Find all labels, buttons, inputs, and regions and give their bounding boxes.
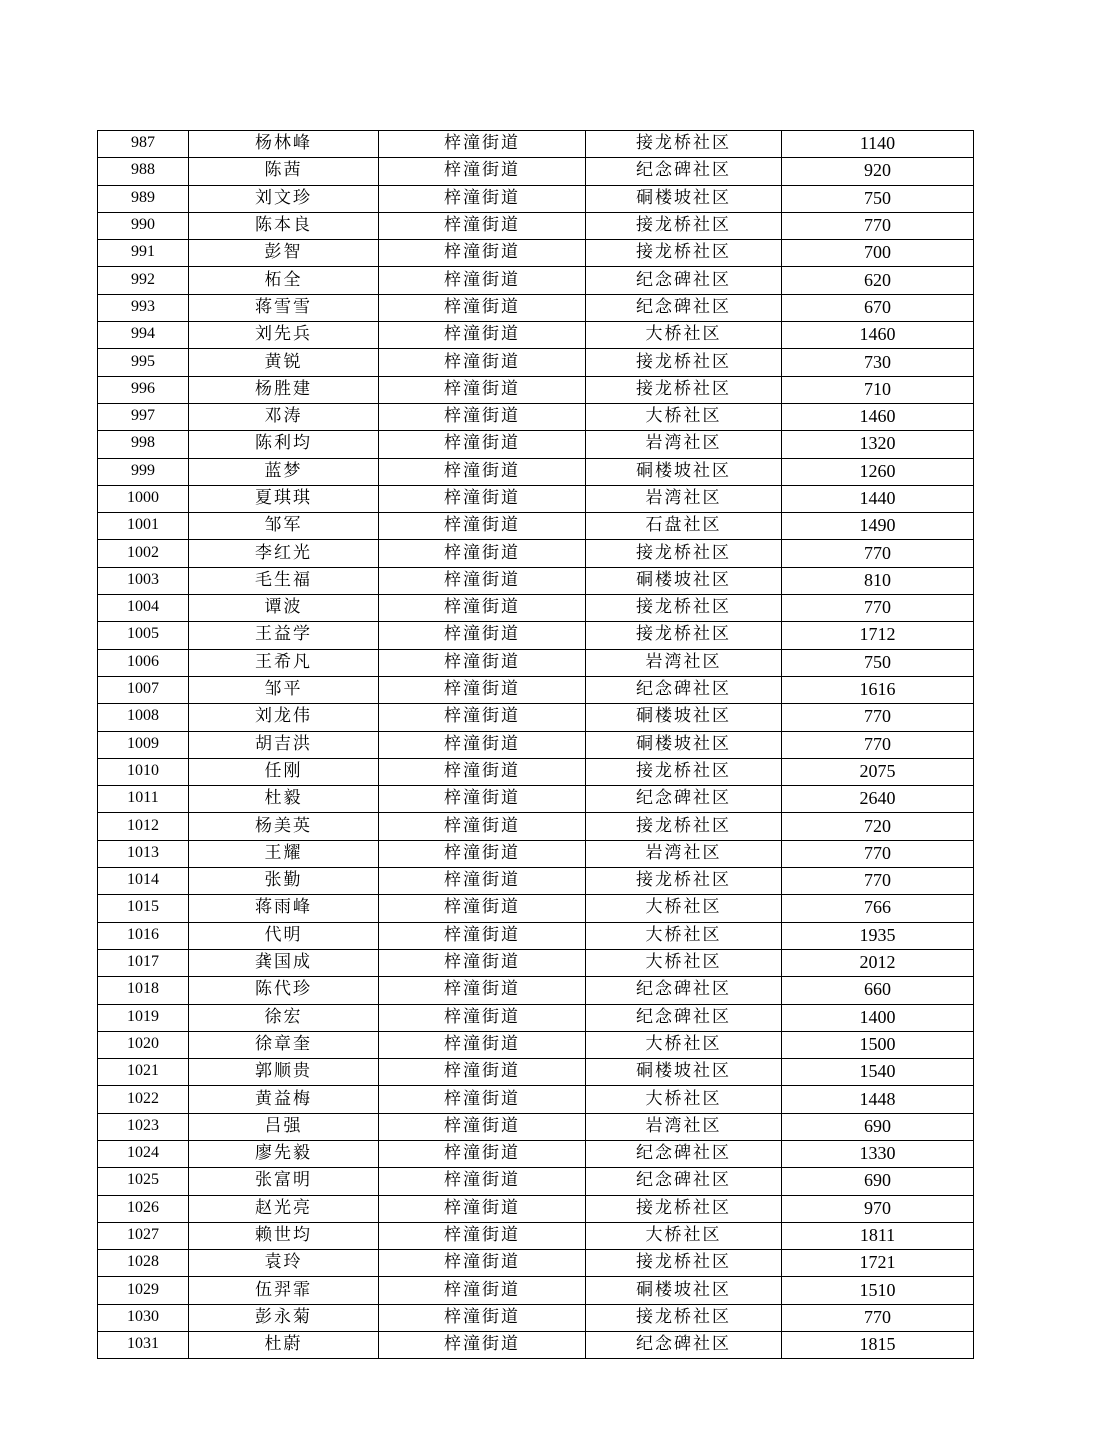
community-cell: 接龙桥社区 [586,813,782,840]
person-name-cell: 龚国成 [189,949,379,976]
community-cell: 纪念碑社区 [586,267,782,294]
person-name-cell: 邹军 [189,513,379,540]
person-name-cell: 任刚 [189,758,379,785]
row-number-cell: 995 [98,349,189,376]
table-row [98,1004,974,1031]
street-cell: 梓潼街道 [379,458,586,485]
amount-cell: 770 [782,731,974,758]
community-cell: 纪念碑社区 [586,1140,782,1167]
row-number-cell: 1022 [98,1086,189,1113]
row-number-cell: 988 [98,158,189,185]
street-cell: 梓潼街道 [379,868,586,895]
amount-cell: 1440 [782,485,974,512]
street-cell: 梓潼街道 [379,294,586,321]
amount-cell: 770 [782,868,974,895]
table-row [98,240,974,267]
street-cell: 梓潼街道 [379,131,586,158]
table-row [98,485,974,512]
amount-cell: 670 [782,294,974,321]
row-number-cell: 1003 [98,567,189,594]
amount-cell: 770 [782,1304,974,1331]
amount-cell: 2640 [782,786,974,813]
street-cell: 梓潼街道 [379,622,586,649]
table-row [98,868,974,895]
table-row [98,622,974,649]
table-row [98,895,974,922]
table-row [98,840,974,867]
amount-cell: 1320 [782,431,974,458]
person-name-cell: 蒋雪雪 [189,294,379,321]
community-cell: 接龙桥社区 [586,1250,782,1277]
community-cell: 硐楼坡社区 [586,567,782,594]
amount-cell: 770 [782,540,974,567]
street-cell: 梓潼街道 [379,1140,586,1167]
street-cell: 梓潼街道 [379,595,586,622]
person-name-cell: 陈代珍 [189,977,379,1004]
table-row [98,185,974,212]
table-row [98,786,974,813]
table-row [98,1250,974,1277]
street-cell: 梓潼街道 [379,158,586,185]
amount-cell: 720 [782,813,974,840]
table-row [98,922,974,949]
street-cell: 梓潼街道 [379,240,586,267]
table-row [98,1304,974,1331]
table-row [98,676,974,703]
person-name-cell: 刘龙伟 [189,704,379,731]
street-cell: 梓潼街道 [379,349,586,376]
table-row [98,758,974,785]
table-row [98,158,974,185]
street-cell: 梓潼街道 [379,431,586,458]
street-cell: 梓潼街道 [379,212,586,239]
amount-cell: 770 [782,595,974,622]
table-row [98,977,974,1004]
community-cell: 纪念碑社区 [586,676,782,703]
street-cell: 梓潼街道 [379,676,586,703]
table-row [98,267,974,294]
person-name-cell: 胡吉洪 [189,731,379,758]
person-name-cell: 黄益梅 [189,1086,379,1113]
row-number-cell: 1015 [98,895,189,922]
table-row [98,567,974,594]
community-cell: 大桥社区 [586,895,782,922]
person-name-cell: 黄锐 [189,349,379,376]
amount-cell: 1260 [782,458,974,485]
person-name-cell: 代明 [189,922,379,949]
street-cell: 梓潼街道 [379,1059,586,1086]
person-name-cell: 杨美英 [189,813,379,840]
amount-cell: 690 [782,1168,974,1195]
street-cell: 梓潼街道 [379,267,586,294]
community-cell: 岩湾社区 [586,840,782,867]
table-row [98,704,974,731]
table-row [98,1168,974,1195]
row-number-cell: 1017 [98,949,189,976]
street-cell: 梓潼街道 [379,1004,586,1031]
person-name-cell: 杜蔚 [189,1332,379,1359]
amount-cell: 920 [782,158,974,185]
row-number-cell: 1027 [98,1222,189,1249]
row-number-cell: 1016 [98,922,189,949]
street-cell: 梓潼街道 [379,895,586,922]
person-name-cell: 郭顺贵 [189,1059,379,1086]
table-row [98,513,974,540]
street-cell: 梓潼街道 [379,1277,586,1304]
amount-cell: 770 [782,840,974,867]
street-cell: 梓潼街道 [379,322,586,349]
street-cell: 梓潼街道 [379,485,586,512]
street-cell: 梓潼街道 [379,1086,586,1113]
table-row [98,595,974,622]
row-number-cell: 1023 [98,1113,189,1140]
community-cell: 大桥社区 [586,1086,782,1113]
street-cell: 梓潼街道 [379,1304,586,1331]
row-number-cell: 1002 [98,540,189,567]
amount-cell: 1540 [782,1059,974,1086]
community-cell: 接龙桥社区 [586,131,782,158]
community-cell: 大桥社区 [586,322,782,349]
street-cell: 梓潼街道 [379,376,586,403]
community-cell: 大桥社区 [586,403,782,430]
community-cell: 硐楼坡社区 [586,185,782,212]
person-name-cell: 谭波 [189,595,379,622]
table-row [98,212,974,239]
street-cell: 梓潼街道 [379,1168,586,1195]
community-cell: 接龙桥社区 [586,540,782,567]
row-number-cell: 1020 [98,1031,189,1058]
street-cell: 梓潼街道 [379,1250,586,1277]
street-cell: 梓潼街道 [379,567,586,594]
amount-cell: 766 [782,895,974,922]
row-number-cell: 991 [98,240,189,267]
amount-cell: 1500 [782,1031,974,1058]
row-number-cell: 1006 [98,649,189,676]
table-body [98,131,974,1359]
row-number-cell: 1004 [98,595,189,622]
row-number-cell: 993 [98,294,189,321]
amount-cell: 1448 [782,1086,974,1113]
table-row [98,131,974,158]
row-number-cell: 1026 [98,1195,189,1222]
community-cell: 纪念碑社区 [586,977,782,1004]
table-row [98,540,974,567]
row-number-cell: 1019 [98,1004,189,1031]
row-number-cell: 994 [98,322,189,349]
table-row [98,1059,974,1086]
community-cell: 岩湾社区 [586,1113,782,1140]
table-row [98,731,974,758]
amount-cell: 1815 [782,1332,974,1359]
community-cell: 岩湾社区 [586,485,782,512]
amount-cell: 690 [782,1113,974,1140]
amount-cell: 1140 [782,131,974,158]
community-cell: 大桥社区 [586,922,782,949]
row-number-cell: 1031 [98,1332,189,1359]
person-name-cell: 王希凡 [189,649,379,676]
row-number-cell: 1013 [98,840,189,867]
amount-cell: 700 [782,240,974,267]
person-name-cell: 杜毅 [189,786,379,813]
person-name-cell: 彭永菊 [189,1304,379,1331]
row-number-cell: 1029 [98,1277,189,1304]
amount-cell: 970 [782,1195,974,1222]
person-name-cell: 杨胜建 [189,376,379,403]
street-cell: 梓潼街道 [379,1332,586,1359]
community-cell: 纪念碑社区 [586,1168,782,1195]
amount-cell: 1490 [782,513,974,540]
row-number-cell: 997 [98,403,189,430]
table-row [98,458,974,485]
street-cell: 梓潼街道 [379,403,586,430]
community-cell: 石盘社区 [586,513,782,540]
amount-cell: 1811 [782,1222,974,1249]
table-row [98,1140,974,1167]
community-cell: 接龙桥社区 [586,349,782,376]
person-name-cell: 李红光 [189,540,379,567]
street-cell: 梓潼街道 [379,731,586,758]
person-name-cell: 刘先兵 [189,322,379,349]
community-cell: 岩湾社区 [586,649,782,676]
community-cell: 硐楼坡社区 [586,1059,782,1086]
row-number-cell: 1012 [98,813,189,840]
community-cell: 岩湾社区 [586,431,782,458]
amount-cell: 1460 [782,322,974,349]
table-row [98,431,974,458]
street-cell: 梓潼街道 [379,1113,586,1140]
street-cell: 梓潼街道 [379,977,586,1004]
street-cell: 梓潼街道 [379,540,586,567]
table-row [98,649,974,676]
street-cell: 梓潼街道 [379,185,586,212]
table-row [98,1113,974,1140]
row-number-cell: 1018 [98,977,189,1004]
row-number-cell: 1009 [98,731,189,758]
person-name-cell: 夏琪琪 [189,485,379,512]
table-row [98,1332,974,1359]
table-row [98,1195,974,1222]
street-cell: 梓潼街道 [379,922,586,949]
person-name-cell: 廖先毅 [189,1140,379,1167]
amount-cell: 770 [782,212,974,239]
amount-cell: 710 [782,376,974,403]
community-cell: 接龙桥社区 [586,622,782,649]
community-cell: 纪念碑社区 [586,294,782,321]
street-cell: 梓潼街道 [379,758,586,785]
row-number-cell: 989 [98,185,189,212]
person-name-cell: 蒋雨峰 [189,895,379,922]
table-row [98,403,974,430]
community-cell: 接龙桥社区 [586,1304,782,1331]
community-cell: 接龙桥社区 [586,758,782,785]
street-cell: 梓潼街道 [379,1222,586,1249]
street-cell: 梓潼街道 [379,649,586,676]
street-cell: 梓潼街道 [379,1195,586,1222]
street-cell: 梓潼街道 [379,1031,586,1058]
table-row [98,1086,974,1113]
table-row [98,376,974,403]
amount-cell: 750 [782,649,974,676]
row-number-cell: 1025 [98,1168,189,1195]
row-number-cell: 1028 [98,1250,189,1277]
community-cell: 纪念碑社区 [586,1004,782,1031]
row-number-cell: 996 [98,376,189,403]
person-name-cell: 徐宏 [189,1004,379,1031]
amount-cell: 750 [782,185,974,212]
street-cell: 梓潼街道 [379,786,586,813]
table-row [98,949,974,976]
person-name-cell: 邓涛 [189,403,379,430]
community-cell: 大桥社区 [586,1222,782,1249]
amount-cell: 1721 [782,1250,974,1277]
row-number-cell: 1005 [98,622,189,649]
community-cell: 硐楼坡社区 [586,704,782,731]
amount-cell: 1400 [782,1004,974,1031]
person-name-cell: 吕强 [189,1113,379,1140]
community-cell: 接龙桥社区 [586,1195,782,1222]
street-cell: 梓潼街道 [379,813,586,840]
community-cell: 纪念碑社区 [586,786,782,813]
person-name-cell: 伍羿霏 [189,1277,379,1304]
amount-cell: 1510 [782,1277,974,1304]
row-number-cell: 1014 [98,868,189,895]
amount-cell: 730 [782,349,974,376]
person-name-cell: 王耀 [189,840,379,867]
row-number-cell: 1001 [98,513,189,540]
person-name-cell: 杨林峰 [189,131,379,158]
table-row [98,349,974,376]
table-row [98,322,974,349]
amount-cell: 770 [782,704,974,731]
person-name-cell: 刘文珍 [189,185,379,212]
amount-cell: 1616 [782,676,974,703]
person-name-cell: 蓝梦 [189,458,379,485]
table-row [98,1277,974,1304]
person-name-cell: 柘全 [189,267,379,294]
person-name-cell: 张勤 [189,868,379,895]
amount-cell: 2075 [782,758,974,785]
person-name-cell: 赵光亮 [189,1195,379,1222]
community-cell: 接龙桥社区 [586,868,782,895]
row-number-cell: 1021 [98,1059,189,1086]
row-number-cell: 999 [98,458,189,485]
community-cell: 大桥社区 [586,1031,782,1058]
community-cell: 纪念碑社区 [586,158,782,185]
person-name-cell: 赖世均 [189,1222,379,1249]
row-number-cell: 1000 [98,485,189,512]
community-cell: 接龙桥社区 [586,240,782,267]
amount-cell: 1460 [782,403,974,430]
table-row [98,294,974,321]
person-name-cell: 袁玲 [189,1250,379,1277]
row-number-cell: 1030 [98,1304,189,1331]
community-cell: 硐楼坡社区 [586,731,782,758]
person-name-cell: 邹平 [189,676,379,703]
person-name-cell: 徐章奎 [189,1031,379,1058]
person-name-cell: 张富明 [189,1168,379,1195]
row-number-cell: 1010 [98,758,189,785]
community-cell: 接龙桥社区 [586,376,782,403]
row-number-cell: 992 [98,267,189,294]
amount-cell: 1712 [782,622,974,649]
amount-cell: 2012 [782,949,974,976]
row-number-cell: 1011 [98,786,189,813]
street-cell: 梓潼街道 [379,840,586,867]
community-cell: 大桥社区 [586,949,782,976]
table-row [98,1031,974,1058]
table-row [98,1222,974,1249]
row-number-cell: 990 [98,212,189,239]
amount-cell: 1935 [782,922,974,949]
street-cell: 梓潼街道 [379,949,586,976]
community-cell: 硐楼坡社区 [586,1277,782,1304]
amount-cell: 620 [782,267,974,294]
person-name-cell: 毛生福 [189,567,379,594]
street-cell: 梓潼街道 [379,513,586,540]
person-name-cell: 陈本良 [189,212,379,239]
community-cell: 硐楼坡社区 [586,458,782,485]
person-name-cell: 陈利均 [189,431,379,458]
community-cell: 接龙桥社区 [586,212,782,239]
amount-cell: 1330 [782,1140,974,1167]
amount-cell: 810 [782,567,974,594]
row-number-cell: 998 [98,431,189,458]
person-name-cell: 彭智 [189,240,379,267]
row-number-cell: 1008 [98,704,189,731]
recipient-table [97,130,974,1359]
table-row [98,813,974,840]
row-number-cell: 1024 [98,1140,189,1167]
row-number-cell: 1007 [98,676,189,703]
person-name-cell: 王益学 [189,622,379,649]
person-name-cell: 陈茜 [189,158,379,185]
community-cell: 接龙桥社区 [586,595,782,622]
street-cell: 梓潼街道 [379,704,586,731]
amount-cell: 660 [782,977,974,1004]
community-cell: 纪念碑社区 [586,1332,782,1359]
row-number-cell: 987 [98,131,189,158]
